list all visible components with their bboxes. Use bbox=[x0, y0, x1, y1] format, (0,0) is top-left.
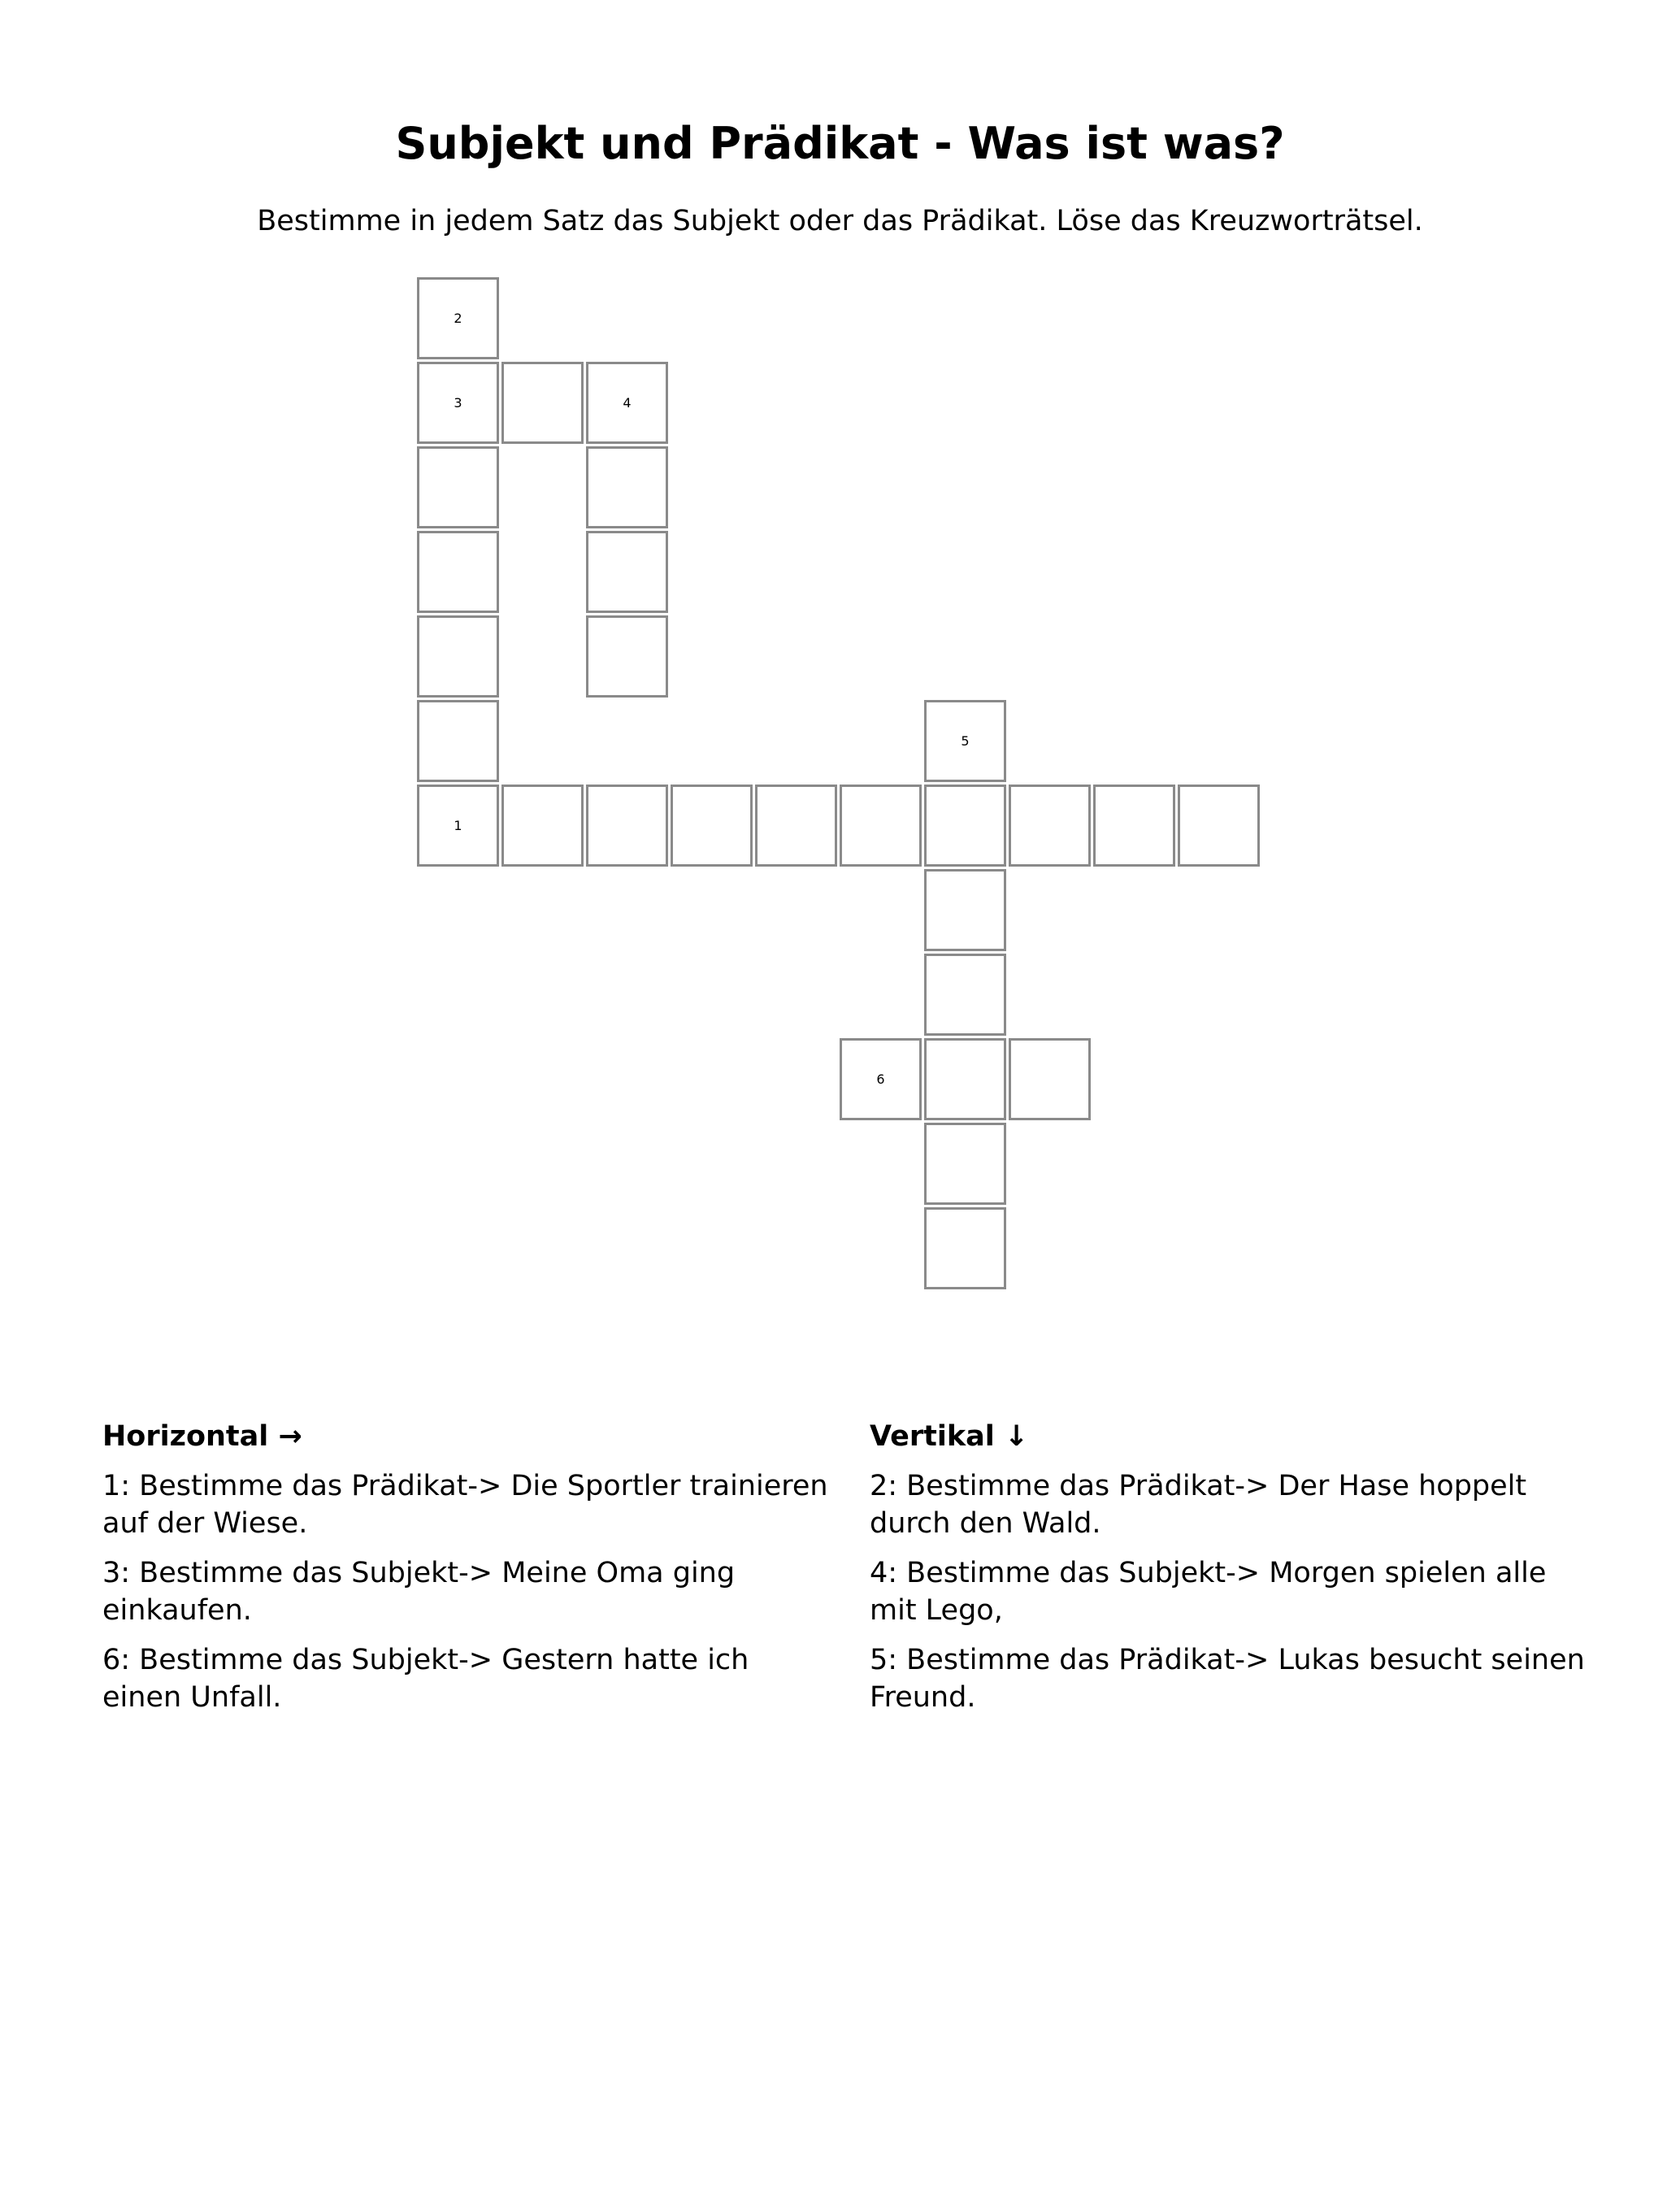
clue-item: 5: Bestimme das Prädikat-> Lukas besucht seinen Freund. bbox=[870, 1643, 1585, 1714]
crossword-cell[interactable] bbox=[501, 362, 584, 444]
crossword-cell[interactable] bbox=[840, 785, 922, 867]
clues-horizontal-heading: Horizontal → bbox=[102, 1420, 302, 1453]
crossword-cell[interactable] bbox=[924, 700, 1006, 782]
crossword-cell[interactable] bbox=[417, 785, 499, 867]
crossword-cell[interactable] bbox=[1009, 785, 1091, 867]
clue-item: 6: Bestimme das Subjekt-> Gestern hatte ich einen Unfall. bbox=[102, 1643, 749, 1714]
crossword-cell[interactable] bbox=[417, 531, 499, 613]
clue-number-2: 2 bbox=[454, 311, 462, 326]
crossword-cell[interactable] bbox=[417, 277, 499, 359]
crossword-cell[interactable] bbox=[501, 785, 584, 867]
clue-item: 3: Bestimme das Subjekt-> Meine Oma ging einkaufen. bbox=[102, 1556, 736, 1627]
crossword-cell[interactable] bbox=[417, 362, 499, 444]
clues-vertical-heading: Vertikal ↓ bbox=[870, 1420, 1029, 1453]
crossword-cell[interactable] bbox=[924, 1207, 1006, 1289]
crossword-cell[interactable] bbox=[671, 785, 753, 867]
clue-number-4: 4 bbox=[623, 395, 632, 411]
crossword-cell[interactable] bbox=[586, 615, 668, 698]
clue-item: 2: Bestimme das Prädikat-> Der Hase hoppelt durch den Wald. bbox=[870, 1469, 1527, 1540]
page-title: Subjekt und Prädikat - Was ist was? bbox=[395, 118, 1285, 169]
clue-item: 1: Bestimme das Prädikat-> Die Sportler trainieren auf der Wiese. bbox=[102, 1469, 828, 1540]
crossword-cell[interactable] bbox=[755, 785, 837, 867]
clue-number-1: 1 bbox=[454, 818, 462, 833]
crossword-cell[interactable] bbox=[586, 446, 668, 528]
crossword-cell[interactable] bbox=[586, 785, 668, 867]
crossword-cell[interactable] bbox=[924, 869, 1006, 951]
clue-number-3: 3 bbox=[454, 395, 462, 411]
crossword-cell[interactable] bbox=[586, 531, 668, 613]
crossword-cell[interactable] bbox=[417, 446, 499, 528]
crossword-cell[interactable] bbox=[1009, 1038, 1091, 1120]
crossword-cell[interactable] bbox=[924, 785, 1006, 867]
crossword-cell[interactable] bbox=[924, 1123, 1006, 1205]
crossword-cell[interactable] bbox=[1178, 785, 1260, 867]
clue-number-5: 5 bbox=[961, 733, 970, 749]
crossword-cell[interactable] bbox=[924, 1038, 1006, 1120]
crossword-cell[interactable] bbox=[586, 362, 668, 444]
clues-horizontal bbox=[102, 1419, 834, 1728]
instructions: Bestimme in jedem Satz das Subjekt oder das Prädikat. Löse das Kreuzworträtsel. bbox=[257, 205, 1423, 237]
crossword-cell[interactable] bbox=[1093, 785, 1175, 867]
clue-item: 4: Bestimme das Subjekt-> Morgen spielen alle mit Lego, bbox=[870, 1556, 1547, 1627]
crossword-cell[interactable] bbox=[924, 954, 1006, 1036]
clues-vertical bbox=[870, 1419, 1601, 1728]
crossword-cell[interactable] bbox=[840, 1038, 922, 1120]
crossword-cell[interactable] bbox=[417, 615, 499, 698]
crossword-cell[interactable] bbox=[417, 700, 499, 782]
clue-number-6: 6 bbox=[876, 1071, 885, 1087]
